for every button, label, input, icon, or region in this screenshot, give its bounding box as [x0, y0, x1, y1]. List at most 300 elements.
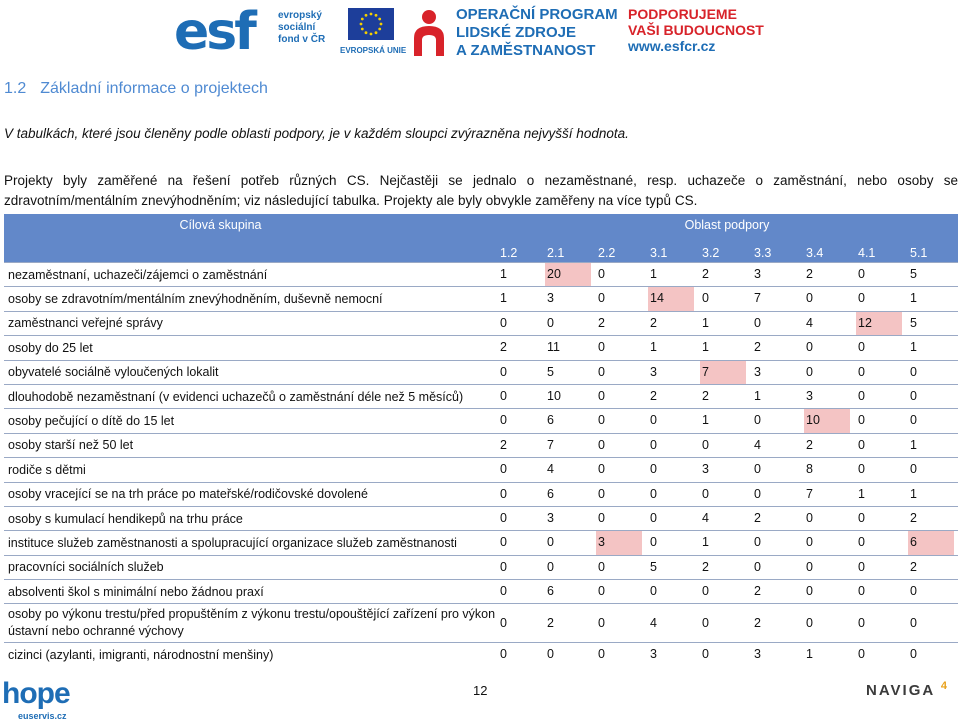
- cell-value: 0: [598, 647, 605, 662]
- value-cell: [906, 433, 958, 457]
- cell-value: 0: [500, 616, 507, 631]
- table-row: [4, 604, 958, 643]
- value-cell: [496, 555, 543, 579]
- section-heading: [4, 80, 268, 98]
- value-cell: [594, 287, 646, 311]
- cell-value: 12: [856, 312, 902, 335]
- value-cell: [646, 458, 698, 482]
- cell-value: 0: [806, 291, 813, 306]
- value-cell: [594, 384, 646, 408]
- table-row: [4, 384, 958, 408]
- value-cell: [594, 458, 646, 482]
- value-cell: [906, 604, 958, 643]
- value-cell: [854, 531, 906, 555]
- value-cell: [854, 604, 906, 643]
- cell-value: 0: [598, 437, 605, 452]
- esf-logo: [170, 0, 407, 62]
- value-cell: [750, 263, 802, 287]
- value-cell: [854, 311, 906, 335]
- table-row: [4, 643, 958, 667]
- table-row: [4, 506, 958, 530]
- cell-value: 1: [754, 388, 761, 403]
- value-cell: [646, 311, 698, 335]
- value-cell: [594, 604, 646, 643]
- table-row: [4, 263, 958, 287]
- cell-value: 7: [806, 486, 813, 501]
- value-cell: [802, 506, 854, 530]
- cell-value: 3: [702, 462, 709, 477]
- cell-value: 0: [650, 510, 657, 525]
- value-cell: [698, 580, 750, 604]
- table-row: [4, 531, 958, 555]
- value-cell: [906, 409, 958, 433]
- column-header: 3.3: [750, 241, 802, 263]
- hope-logo: hope: [2, 677, 70, 710]
- value-cell: [698, 263, 750, 287]
- cell-value: 14: [648, 287, 694, 310]
- cell-value: 0: [598, 510, 605, 525]
- cell-value: 0: [858, 340, 865, 355]
- cell-value: 0: [754, 559, 761, 574]
- cell-value: 5: [910, 267, 917, 281]
- value-cell: [906, 336, 958, 360]
- row-label: absolventi škol s minimální nebo žádnou praxí: [4, 580, 496, 604]
- cell-value: 0: [910, 388, 917, 403]
- table-row: [4, 336, 958, 360]
- cell-value: 4: [702, 510, 709, 525]
- op-figure-icon: [410, 8, 448, 58]
- cell-value: 0: [910, 462, 917, 477]
- cell-value: 0: [598, 584, 605, 599]
- value-cell: [802, 360, 854, 384]
- value-cell: [646, 604, 698, 643]
- table-row: [4, 360, 958, 384]
- value-cell: [906, 643, 958, 667]
- eu-label: EVROPSKÁ UNIE: [340, 46, 407, 55]
- value-cell: [750, 433, 802, 457]
- value-cell: [802, 643, 854, 667]
- cell-value: 0: [754, 535, 761, 550]
- value-cell: [543, 482, 594, 506]
- value-cell: [543, 531, 594, 555]
- value-cell: [906, 287, 958, 311]
- value-cell: [543, 409, 594, 433]
- value-cell: [802, 482, 854, 506]
- row-label: dlouhodobě nezaměstnaní (v evidenci uchazečů o zaměstnání déle než 5 měsíců): [4, 384, 496, 408]
- value-cell: [750, 336, 802, 360]
- value-cell: [543, 506, 594, 530]
- value-cell: [854, 263, 906, 287]
- cell-value: 0: [858, 510, 865, 525]
- value-cell: [750, 311, 802, 335]
- cell-value: 4: [547, 462, 554, 477]
- cell-value: 0: [598, 616, 605, 631]
- row-label: cizinci (azylanti, imigranti, národnostní menšiny): [4, 643, 496, 667]
- value-cell: [646, 263, 698, 287]
- value-cell: [906, 263, 958, 287]
- value-cell: [594, 555, 646, 579]
- value-cell: [594, 643, 646, 667]
- cell-value: 11: [547, 340, 560, 355]
- value-cell: [854, 458, 906, 482]
- value-cell: [646, 580, 698, 604]
- cell-value: 4: [754, 437, 761, 452]
- cell-value: 0: [754, 486, 761, 501]
- cell-value: 0: [858, 388, 865, 403]
- cell-value: 2: [806, 437, 813, 452]
- value-cell: [496, 643, 543, 667]
- value-cell: [698, 506, 750, 530]
- cell-value: 0: [806, 364, 813, 379]
- section-title: Základní informace o projektech: [40, 80, 268, 97]
- value-cell: [802, 311, 854, 335]
- cell-value: 0: [598, 388, 605, 403]
- cell-value: 0: [500, 510, 507, 525]
- value-cell: [543, 458, 594, 482]
- value-cell: [854, 580, 906, 604]
- value-cell: [750, 643, 802, 667]
- op-logo: [410, 4, 620, 60]
- cell-value: 1: [702, 315, 709, 330]
- value-cell: [646, 384, 698, 408]
- cell-value: 0: [547, 315, 554, 330]
- value-cell: [854, 384, 906, 408]
- column-header: 2.2: [594, 241, 646, 263]
- value-cell: [594, 409, 646, 433]
- cell-value: 2: [806, 267, 813, 281]
- cell-value: 1: [500, 291, 507, 306]
- row-label: nezaměstnaní, uchazeči/zájemci o zaměstnání: [4, 263, 496, 287]
- cell-value: 1: [910, 486, 917, 501]
- cell-value: 10: [804, 409, 850, 432]
- column-header: 2.1: [543, 241, 594, 263]
- cell-value: 6: [547, 584, 554, 599]
- cell-value: 1: [650, 267, 657, 281]
- value-cell: [854, 555, 906, 579]
- value-cell: [496, 384, 543, 408]
- value-cell: [698, 531, 750, 555]
- cell-value: 0: [910, 616, 917, 631]
- value-cell: [496, 409, 543, 433]
- cell-value: 0: [650, 437, 657, 452]
- cell-value: 0: [500, 559, 507, 574]
- cell-value: 0: [806, 616, 813, 631]
- value-cell: [646, 409, 698, 433]
- row-label: pracovníci sociálních služeb: [4, 555, 496, 579]
- cell-value: 6: [908, 531, 954, 554]
- value-cell: [496, 506, 543, 530]
- value-cell: [750, 604, 802, 643]
- cell-value: 0: [598, 413, 605, 428]
- cell-value: 3: [754, 267, 761, 281]
- value-cell: [750, 287, 802, 311]
- column-header: 4.1: [854, 241, 906, 263]
- value-cell: [906, 360, 958, 384]
- cell-value: 2: [702, 267, 709, 281]
- value-cell: [802, 384, 854, 408]
- table-row: [4, 580, 958, 604]
- cell-value: 0: [598, 559, 605, 574]
- esf-brand: esf: [174, 2, 254, 62]
- row-label: osoby pečující o dítě do 15 let: [4, 409, 496, 433]
- cell-value: 0: [910, 647, 917, 662]
- value-cell: [698, 384, 750, 408]
- value-cell: [543, 643, 594, 667]
- value-cell: [750, 482, 802, 506]
- value-cell: [854, 360, 906, 384]
- value-cell: [802, 263, 854, 287]
- value-cell: [854, 409, 906, 433]
- table-row: [4, 482, 958, 506]
- cell-value: 0: [858, 413, 865, 428]
- cell-value: 6: [547, 413, 554, 428]
- value-cell: [496, 482, 543, 506]
- cell-value: 2: [702, 388, 709, 403]
- cell-value: 0: [702, 486, 709, 501]
- value-cell: [594, 531, 646, 555]
- value-cell: [750, 555, 802, 579]
- value-cell: [906, 482, 958, 506]
- cell-value: 2: [910, 510, 917, 525]
- cell-value: 0: [702, 647, 709, 662]
- cell-value: 3: [650, 364, 657, 379]
- value-cell: [496, 433, 543, 457]
- cell-value: 2: [500, 340, 507, 355]
- value-cell: [698, 311, 750, 335]
- value-cell: [543, 336, 594, 360]
- cell-value: 0: [702, 584, 709, 599]
- row-label: osoby po výkonu trestu/před propuštěním z výkonu trestu/opouštějící zařízení pro výkon ústavní nebo ochranné výchovy: [4, 604, 496, 643]
- value-cell: [646, 531, 698, 555]
- cell-value: 3: [547, 510, 554, 525]
- table-row: [4, 555, 958, 579]
- cell-value: 1: [910, 437, 917, 452]
- value-cell: [594, 580, 646, 604]
- value-cell: [698, 458, 750, 482]
- cell-value: 0: [500, 535, 507, 550]
- value-cell: [543, 360, 594, 384]
- cell-value: 2: [547, 616, 554, 631]
- cell-value: 1: [650, 340, 657, 355]
- op-title: OPERAČNÍ PROGRAM LIDSKÉ ZDROJE A ZAMĚSTNANOST: [456, 6, 618, 59]
- cell-value: 2: [500, 437, 507, 452]
- cell-value: 2: [650, 388, 657, 403]
- column-header: 3.1: [646, 241, 698, 263]
- value-cell: [594, 263, 646, 287]
- value-cell: [646, 287, 698, 311]
- column-header: 3.4: [802, 241, 854, 263]
- value-cell: [594, 360, 646, 384]
- cell-value: 0: [500, 388, 507, 403]
- cell-value: 0: [806, 340, 813, 355]
- cell-value: 0: [598, 486, 605, 501]
- cell-value: 2: [754, 340, 761, 355]
- cell-value: 2: [598, 315, 605, 330]
- cell-value: 0: [598, 462, 605, 477]
- cell-value: 0: [858, 584, 865, 599]
- row-label: rodiče s dětmi: [4, 458, 496, 482]
- cell-value: 0: [702, 616, 709, 631]
- value-cell: [854, 287, 906, 311]
- cell-value: 0: [858, 437, 865, 452]
- value-cell: [543, 384, 594, 408]
- value-cell: [543, 287, 594, 311]
- cell-value: 0: [500, 413, 507, 428]
- value-cell: [496, 311, 543, 335]
- cell-value: 0: [806, 584, 813, 599]
- cell-value: 0: [858, 291, 865, 306]
- cell-value: 1: [858, 486, 865, 501]
- cell-value: 0: [547, 535, 554, 550]
- hope-url: euservis.cz: [18, 711, 67, 721]
- header-target-group: Cílová skupina: [4, 214, 496, 241]
- value-cell: [543, 604, 594, 643]
- value-cell: [698, 555, 750, 579]
- value-cell: [854, 433, 906, 457]
- cell-value: 0: [858, 267, 865, 281]
- cell-value: 0: [598, 340, 605, 355]
- row-label: obyvatelé sociálně vyloučených lokalit: [4, 360, 496, 384]
- cell-value: 0: [858, 647, 865, 662]
- cell-value: 0: [598, 291, 605, 306]
- cell-value: 8: [806, 462, 813, 477]
- value-cell: [543, 580, 594, 604]
- value-cell: [543, 555, 594, 579]
- value-cell: [543, 263, 594, 287]
- cell-value: 0: [858, 616, 865, 631]
- cell-value: 2: [910, 559, 917, 574]
- value-cell: [646, 643, 698, 667]
- cell-value: 5: [910, 315, 917, 330]
- value-cell: [646, 482, 698, 506]
- value-cell: [802, 604, 854, 643]
- row-label: osoby do 25 let: [4, 336, 496, 360]
- column-header: 5.1: [906, 241, 958, 263]
- value-cell: [646, 360, 698, 384]
- value-cell: [543, 433, 594, 457]
- value-cell: [496, 604, 543, 643]
- value-cell: [496, 360, 543, 384]
- cell-value: 0: [500, 486, 507, 501]
- cell-value: 4: [650, 616, 657, 631]
- value-cell: [698, 287, 750, 311]
- cell-value: 6: [547, 486, 554, 501]
- value-cell: [802, 287, 854, 311]
- value-cell: [698, 482, 750, 506]
- column-header: 3.2: [698, 241, 750, 263]
- value-cell: [750, 360, 802, 384]
- cell-value: 0: [910, 364, 917, 379]
- value-cell: [854, 336, 906, 360]
- table-row: [4, 458, 958, 482]
- cell-value: 0: [858, 462, 865, 477]
- cell-value: 0: [702, 291, 709, 306]
- cell-value: 0: [858, 535, 865, 550]
- cell-value: 0: [547, 647, 554, 662]
- value-cell: [698, 336, 750, 360]
- value-cell: [496, 580, 543, 604]
- cell-value: 0: [500, 647, 507, 662]
- cell-value: 0: [910, 584, 917, 599]
- body-paragraph: Projekty byly zaměřené na řešení potřeb různých CS. Nejčastěji se jednalo o nezaměstnané, resp. uchazeče o zaměstnání, nebo osoby se zdravotním/mentálním znevýhodněním; viz následující tabulka. Projekty ale byly obvykle zaměřeny na více typů CS.: [4, 173, 958, 208]
- row-label: zaměstnanci veřejné správy: [4, 311, 496, 335]
- cell-value: 0: [650, 413, 657, 428]
- cell-value: 20: [545, 263, 591, 286]
- cell-value: 1: [910, 291, 917, 306]
- cell-value: 7: [754, 291, 761, 306]
- cell-value: 0: [500, 315, 507, 330]
- cell-value: 3: [806, 388, 813, 403]
- value-cell: [646, 336, 698, 360]
- cell-value: 3: [754, 364, 761, 379]
- cell-value: 0: [702, 437, 709, 452]
- cell-value: 3: [754, 647, 761, 662]
- value-cell: [698, 643, 750, 667]
- cell-value: 2: [754, 510, 761, 525]
- value-cell: [496, 336, 543, 360]
- cell-value: 0: [500, 584, 507, 599]
- cell-value: 0: [806, 510, 813, 525]
- value-cell: [496, 458, 543, 482]
- cell-value: 1: [702, 340, 709, 355]
- target-group-table: [4, 214, 958, 667]
- value-cell: [594, 311, 646, 335]
- value-cell: [646, 506, 698, 530]
- cell-value: 1: [500, 267, 507, 281]
- column-header: 1.2: [496, 241, 543, 263]
- row-label: osoby s kumulací hendikepů na trhu práce: [4, 506, 496, 530]
- cell-value: 0: [650, 462, 657, 477]
- value-cell: [802, 555, 854, 579]
- cell-value: 0: [650, 535, 657, 550]
- value-cell: [802, 433, 854, 457]
- value-cell: [854, 643, 906, 667]
- value-cell: [646, 555, 698, 579]
- value-cell: [750, 384, 802, 408]
- value-cell: [854, 506, 906, 530]
- value-cell: [698, 360, 750, 384]
- table-row: [4, 311, 958, 335]
- section-number: 1.2: [4, 80, 27, 97]
- esf-url: www.esfcr.cz: [628, 38, 716, 54]
- cell-value: 0: [858, 364, 865, 379]
- value-cell: [854, 482, 906, 506]
- value-cell: [906, 311, 958, 335]
- cell-value: 0: [500, 462, 507, 477]
- table-row: [4, 409, 958, 433]
- naviga-logo: NAVIGA $^4$: [866, 680, 949, 699]
- value-cell: [594, 433, 646, 457]
- cell-value: 5: [547, 364, 554, 379]
- value-cell: [802, 580, 854, 604]
- cell-value: 10: [547, 388, 561, 403]
- cell-value: 0: [598, 364, 605, 379]
- cell-value: 0: [858, 559, 865, 574]
- value-cell: [698, 409, 750, 433]
- cell-value: 0: [754, 413, 761, 428]
- cell-value: 1: [702, 413, 709, 428]
- row-label: instituce služeb zaměstnanosti a spolupracující organizace služeb zaměstnanosti: [4, 531, 496, 555]
- eu-flag-icon: [348, 8, 394, 40]
- value-cell: [750, 458, 802, 482]
- header-support-area: Oblast podpory: [496, 214, 958, 241]
- value-cell: [646, 433, 698, 457]
- value-cell: [906, 555, 958, 579]
- value-cell: [750, 506, 802, 530]
- cell-value: 3: [650, 647, 657, 662]
- value-cell: [496, 531, 543, 555]
- value-cell: [594, 506, 646, 530]
